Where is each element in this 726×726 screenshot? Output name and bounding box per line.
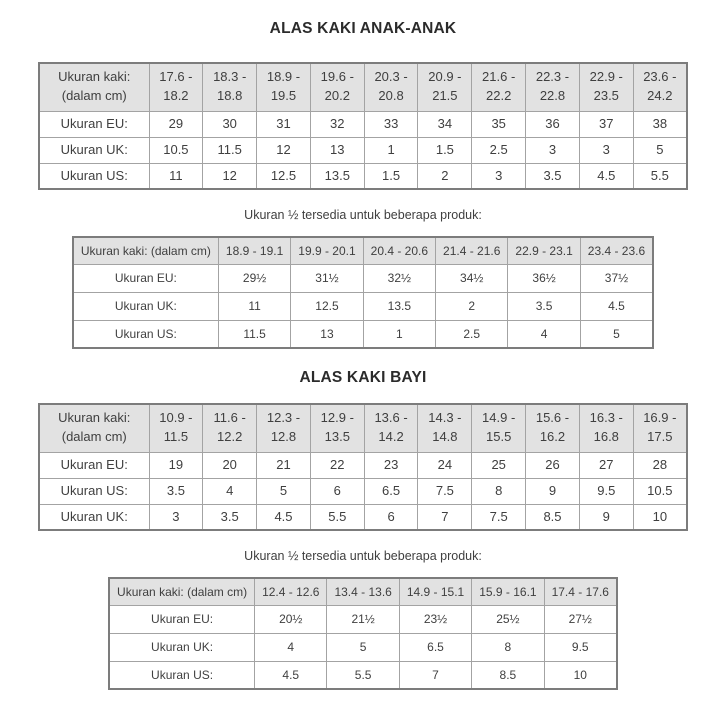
row-label-cell: Ukuran EU:: [73, 264, 219, 292]
size-value-cell: 35: [472, 111, 526, 137]
size-value-cell: 13.5: [310, 163, 364, 189]
row-label-cell: Ukuran US:: [39, 478, 149, 504]
size-value-cell: 9: [579, 504, 633, 530]
size-range-cell: 22.9 - 23.1: [508, 237, 580, 264]
size-value-cell: 29: [149, 111, 203, 137]
size-value-cell: 21: [257, 452, 311, 478]
size-range-cell: 12.4 - 12.6: [255, 578, 327, 605]
size-range-cell: 13.6 - 14.2: [364, 404, 418, 452]
size-value-cell: 11.5: [203, 137, 257, 163]
size-range-cell: 23.4 - 23.6: [580, 237, 653, 264]
size-value-cell: 10: [544, 661, 617, 689]
size-range-cell: 19.6 - 20.2: [310, 63, 364, 111]
size-value-cell: 2.5: [436, 320, 508, 348]
size-value-cell: 6: [364, 504, 418, 530]
size-value-cell: 3: [472, 163, 526, 189]
size-value-cell: 7.5: [418, 478, 472, 504]
row-label-cell: Ukuran US:: [39, 163, 149, 189]
size-value-cell: 12.5: [257, 163, 311, 189]
size-value-cell: 20½: [255, 605, 327, 633]
size-range-cell: 22.3 - 22.8: [526, 63, 580, 111]
size-value-cell: 27: [579, 452, 633, 478]
row-label-cell: Ukuran US:: [73, 320, 219, 348]
size-value-cell: 25: [472, 452, 526, 478]
size-value-cell: 3: [526, 137, 580, 163]
size-range-header-row: [39, 404, 687, 452]
size-value-cell: 21½: [327, 605, 399, 633]
size-value-cell: 1: [363, 320, 435, 348]
size-row: [39, 478, 687, 504]
size-value-cell: 1: [364, 137, 418, 163]
size-value-cell: 36: [526, 111, 580, 137]
children-main-size-table: [38, 62, 688, 190]
corner-label-cell: Ukuran kaki: (dalam cm): [73, 237, 219, 264]
children-footwear-section: [0, 20, 726, 349]
size-value-cell: 23: [364, 452, 418, 478]
size-value-cell: 8: [472, 478, 526, 504]
size-value-cell: 1.5: [418, 137, 472, 163]
size-value-cell: 24: [418, 452, 472, 478]
size-value-cell: 32: [310, 111, 364, 137]
size-value-cell: 3.5: [526, 163, 580, 189]
size-value-cell: 2: [436, 292, 508, 320]
size-value-cell: 3.5: [508, 292, 580, 320]
size-value-cell: 12: [257, 137, 311, 163]
size-range-cell: 20.4 - 20.6: [363, 237, 435, 264]
size-range-header-row: [39, 63, 687, 111]
size-range-cell: 21.6 - 22.2: [472, 63, 526, 111]
size-range-cell: 12.9 - 13.5: [310, 404, 364, 452]
size-value-cell: 3: [579, 137, 633, 163]
size-value-cell: 11: [218, 292, 290, 320]
row-label-cell: Ukuran EU:: [39, 111, 149, 137]
size-row: [39, 137, 687, 163]
size-range-cell: 14.9 - 15.5: [472, 404, 526, 452]
size-value-cell: 5.5: [633, 163, 687, 189]
size-value-cell: 5.5: [327, 661, 399, 689]
size-value-cell: 8.5: [472, 661, 544, 689]
section-heading-baby: ALAS KAKI BAYI: [299, 369, 427, 386]
size-range-cell: 17.4 - 17.6: [544, 578, 617, 605]
size-value-cell: 3.5: [149, 478, 203, 504]
size-value-cell: 7: [399, 661, 471, 689]
size-row: [109, 605, 617, 633]
size-value-cell: 32½: [363, 264, 435, 292]
size-value-cell: 4.5: [579, 163, 633, 189]
size-range-cell: 14.9 - 15.1: [399, 578, 471, 605]
size-value-cell: 19: [149, 452, 203, 478]
size-range-cell: 18.9 - 19.1: [218, 237, 290, 264]
size-value-cell: 11.5: [218, 320, 290, 348]
size-value-cell: 28: [633, 452, 687, 478]
size-value-cell: 12.5: [291, 292, 363, 320]
size-value-cell: 36½: [508, 264, 580, 292]
size-value-cell: 23½: [399, 605, 471, 633]
size-value-cell: 11: [149, 163, 203, 189]
size-row: [39, 452, 687, 478]
size-value-cell: 5: [633, 137, 687, 163]
size-range-cell: 18.9 - 19.5: [257, 63, 311, 111]
size-range-cell: 20.3 - 20.8: [364, 63, 418, 111]
size-value-cell: 7: [418, 504, 472, 530]
size-value-cell: 4: [508, 320, 580, 348]
size-value-cell: 34½: [436, 264, 508, 292]
size-value-cell: 30: [203, 111, 257, 137]
size-range-cell: 22.9 - 23.5: [579, 63, 633, 111]
size-value-cell: 33: [364, 111, 418, 137]
size-value-cell: 8: [472, 633, 544, 661]
row-label-cell: Ukuran UK:: [73, 292, 219, 320]
row-label-cell: Ukuran UK:: [39, 137, 149, 163]
size-range-cell: 23.6 - 24.2: [633, 63, 687, 111]
size-row: [73, 264, 653, 292]
size-value-cell: 27½: [544, 605, 617, 633]
size-value-cell: 20: [203, 452, 257, 478]
size-range-header-row: [109, 578, 617, 605]
size-value-cell: 10.5: [149, 137, 203, 163]
size-range-header-row: [73, 237, 653, 264]
size-value-cell: 6: [310, 478, 364, 504]
size-range-cell: 15.9 - 16.1: [472, 578, 544, 605]
row-label-cell: Ukuran UK:: [39, 504, 149, 530]
size-value-cell: 8.5: [526, 504, 580, 530]
section-heading-children: ALAS KAKI ANAK-ANAK: [269, 20, 457, 37]
corner-label-cell: Ukuran kaki: (dalam cm): [109, 578, 255, 605]
size-value-cell: 7.5: [472, 504, 526, 530]
size-value-cell: 5.5: [310, 504, 364, 530]
size-range-cell: 14.3 - 14.8: [418, 404, 472, 452]
size-value-cell: 2: [418, 163, 472, 189]
size-value-cell: 5: [580, 320, 653, 348]
size-range-cell: 16.9 - 17.5: [633, 404, 687, 452]
size-value-cell: 4.5: [257, 504, 311, 530]
size-value-cell: 13: [291, 320, 363, 348]
size-value-cell: 3.5: [203, 504, 257, 530]
size-value-cell: 10.5: [633, 478, 687, 504]
size-value-cell: 10: [633, 504, 687, 530]
size-range-cell: 21.4 - 21.6: [436, 237, 508, 264]
children-half-size-table: [72, 236, 654, 349]
size-range-cell: 12.3 - 12.8: [257, 404, 311, 452]
corner-label-cell: Ukuran kaki: (dalam cm): [39, 404, 149, 452]
size-range-cell: 18.3 - 18.8: [203, 63, 257, 111]
size-row: [73, 292, 653, 320]
size-value-cell: 37½: [580, 264, 653, 292]
size-value-cell: 38: [633, 111, 687, 137]
size-value-cell: 37: [579, 111, 633, 137]
row-label-cell: Ukuran US:: [109, 661, 255, 689]
size-row: [39, 163, 687, 189]
baby-half-size-table: [108, 577, 618, 690]
size-range-cell: 17.6 - 18.2: [149, 63, 203, 111]
half-size-note-baby: Ukuran ½ tersedia untuk beberapa produk:: [244, 549, 482, 563]
size-value-cell: 2.5: [472, 137, 526, 163]
size-row: [109, 633, 617, 661]
size-value-cell: 34: [418, 111, 472, 137]
baby-main-size-table: [38, 403, 688, 531]
size-value-cell: 6.5: [399, 633, 471, 661]
size-value-cell: 26: [526, 452, 580, 478]
size-value-cell: 31½: [291, 264, 363, 292]
size-range-cell: 16.3 - 16.8: [579, 404, 633, 452]
row-label-cell: Ukuran EU:: [39, 452, 149, 478]
size-value-cell: 31: [257, 111, 311, 137]
size-range-cell: 11.6 - 12.2: [203, 404, 257, 452]
size-range-cell: 13.4 - 13.6: [327, 578, 399, 605]
size-value-cell: 9: [526, 478, 580, 504]
size-value-cell: 6.5: [364, 478, 418, 504]
baby-footwear-section: [0, 369, 726, 690]
size-value-cell: 12: [203, 163, 257, 189]
size-range-cell: 20.9 - 21.5: [418, 63, 472, 111]
corner-label-cell: Ukuran kaki: (dalam cm): [39, 63, 149, 111]
size-value-cell: 13: [310, 137, 364, 163]
size-value-cell: 25½: [472, 605, 544, 633]
size-value-cell: 4.5: [580, 292, 653, 320]
size-value-cell: 5: [327, 633, 399, 661]
size-value-cell: 9.5: [579, 478, 633, 504]
size-value-cell: 22: [310, 452, 364, 478]
size-row: [39, 504, 687, 530]
size-row: [109, 661, 617, 689]
size-row: [39, 111, 687, 137]
size-value-cell: 5: [257, 478, 311, 504]
size-value-cell: 29½: [218, 264, 290, 292]
size-range-cell: 19.9 - 20.1: [291, 237, 363, 264]
size-value-cell: 13.5: [363, 292, 435, 320]
row-label-cell: Ukuran UK:: [109, 633, 255, 661]
size-range-cell: 10.9 - 11.5: [149, 404, 203, 452]
size-value-cell: 3: [149, 504, 203, 530]
row-label-cell: Ukuran EU:: [109, 605, 255, 633]
size-value-cell: 9.5: [544, 633, 617, 661]
size-row: [73, 320, 653, 348]
size-value-cell: 4: [255, 633, 327, 661]
half-size-note-children: Ukuran ½ tersedia untuk beberapa produk:: [244, 208, 482, 222]
size-value-cell: 4: [203, 478, 257, 504]
size-range-cell: 15.6 - 16.2: [526, 404, 580, 452]
size-value-cell: 1.5: [364, 163, 418, 189]
size-value-cell: 4.5: [255, 661, 327, 689]
